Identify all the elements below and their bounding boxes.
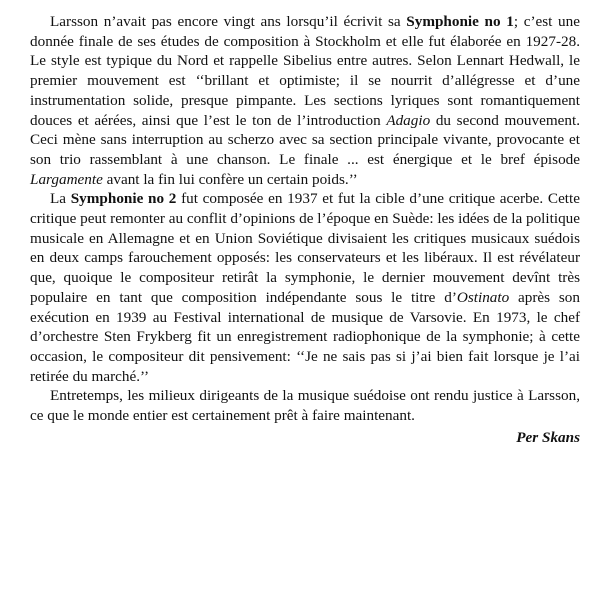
- emphasis-bold: Symphonie no 1: [406, 13, 514, 30]
- paragraph-symphony-1: [30, 12, 580, 189]
- text-run: Entretemps, les milieux dirigeants de la musique suédoise ont rendu justice à Larsson, ce que le monde entier est certainement prêt à faire maintenant.: [30, 387, 580, 425]
- paragraph-symphony-2: [30, 189, 580, 386]
- text-run: fut composée en 1937 et fut la cible d’une critique acerbe. Cette critique peut remonter au conflit d’opinions de l’époque en Suède: les idées de la politique musicale en Allemagne et en Union Soviétique divisaient les critiques musicaux suédois en deux camps farouchement opposés: les conservateurs et les libéraux. Il est révélateur que, quoique le compositeur retirât la symphonie, le dernier mouvement devînt très populaire en tant que composition indépendante sous le titre d’: [30, 190, 580, 306]
- text-run: La: [50, 190, 71, 208]
- paragraph-conclusion: [30, 386, 580, 425]
- article-body: [30, 12, 580, 447]
- text-run: avant la fin lui confère un certain poids.’’: [102, 170, 358, 188]
- emphasis-bold: Symphonie no 2: [70, 190, 177, 208]
- emphasis-italic: Adagio: [386, 111, 431, 129]
- text-run: ; c’est une donnée finale de ses études de composition à Stockholm et elle fut élaborée en 1927-28. Le style est typique du Nord et rappelle Sibelius entre autres. Selon Lennart Hedwall, le premier mouvement est ‘‘brillant et optimiste; il se nourrit d’allégresse et d’une instrumentation solide, presque pimpante. Les sections lyriques sont romantiquement douces et aérées, ainsi que l’est le ton de l’introduction: [30, 13, 580, 129]
- text-run: du second mouvement. Ceci mène sans interruption au scherzo avec sa section principale vivante, provocante et son trio rassemblant à une chanson. Le finale ... est énergique et le bref épisode: [30, 111, 580, 168]
- text-run: après son exécution en 1939 au Festival international de musique de Varsovie. En 1973, le chef d’orchestre Sten Frykberg fit un enregistrement radiophonique de la symphonie; à cette occasion, le compositeur dit pensivement: ‘‘Je ne sais pas si j’ai bien fait lorsque je l’ai retirée du marché.’’: [30, 288, 580, 385]
- emphasis-italic: Largamente: [30, 170, 103, 188]
- emphasis-italic: Ostinato: [456, 288, 510, 306]
- author-signature: Per Skans: [516, 428, 580, 446]
- text-run: Larsson n’avait pas encore vingt ans lorsqu’il écrivit sa: [50, 13, 407, 30]
